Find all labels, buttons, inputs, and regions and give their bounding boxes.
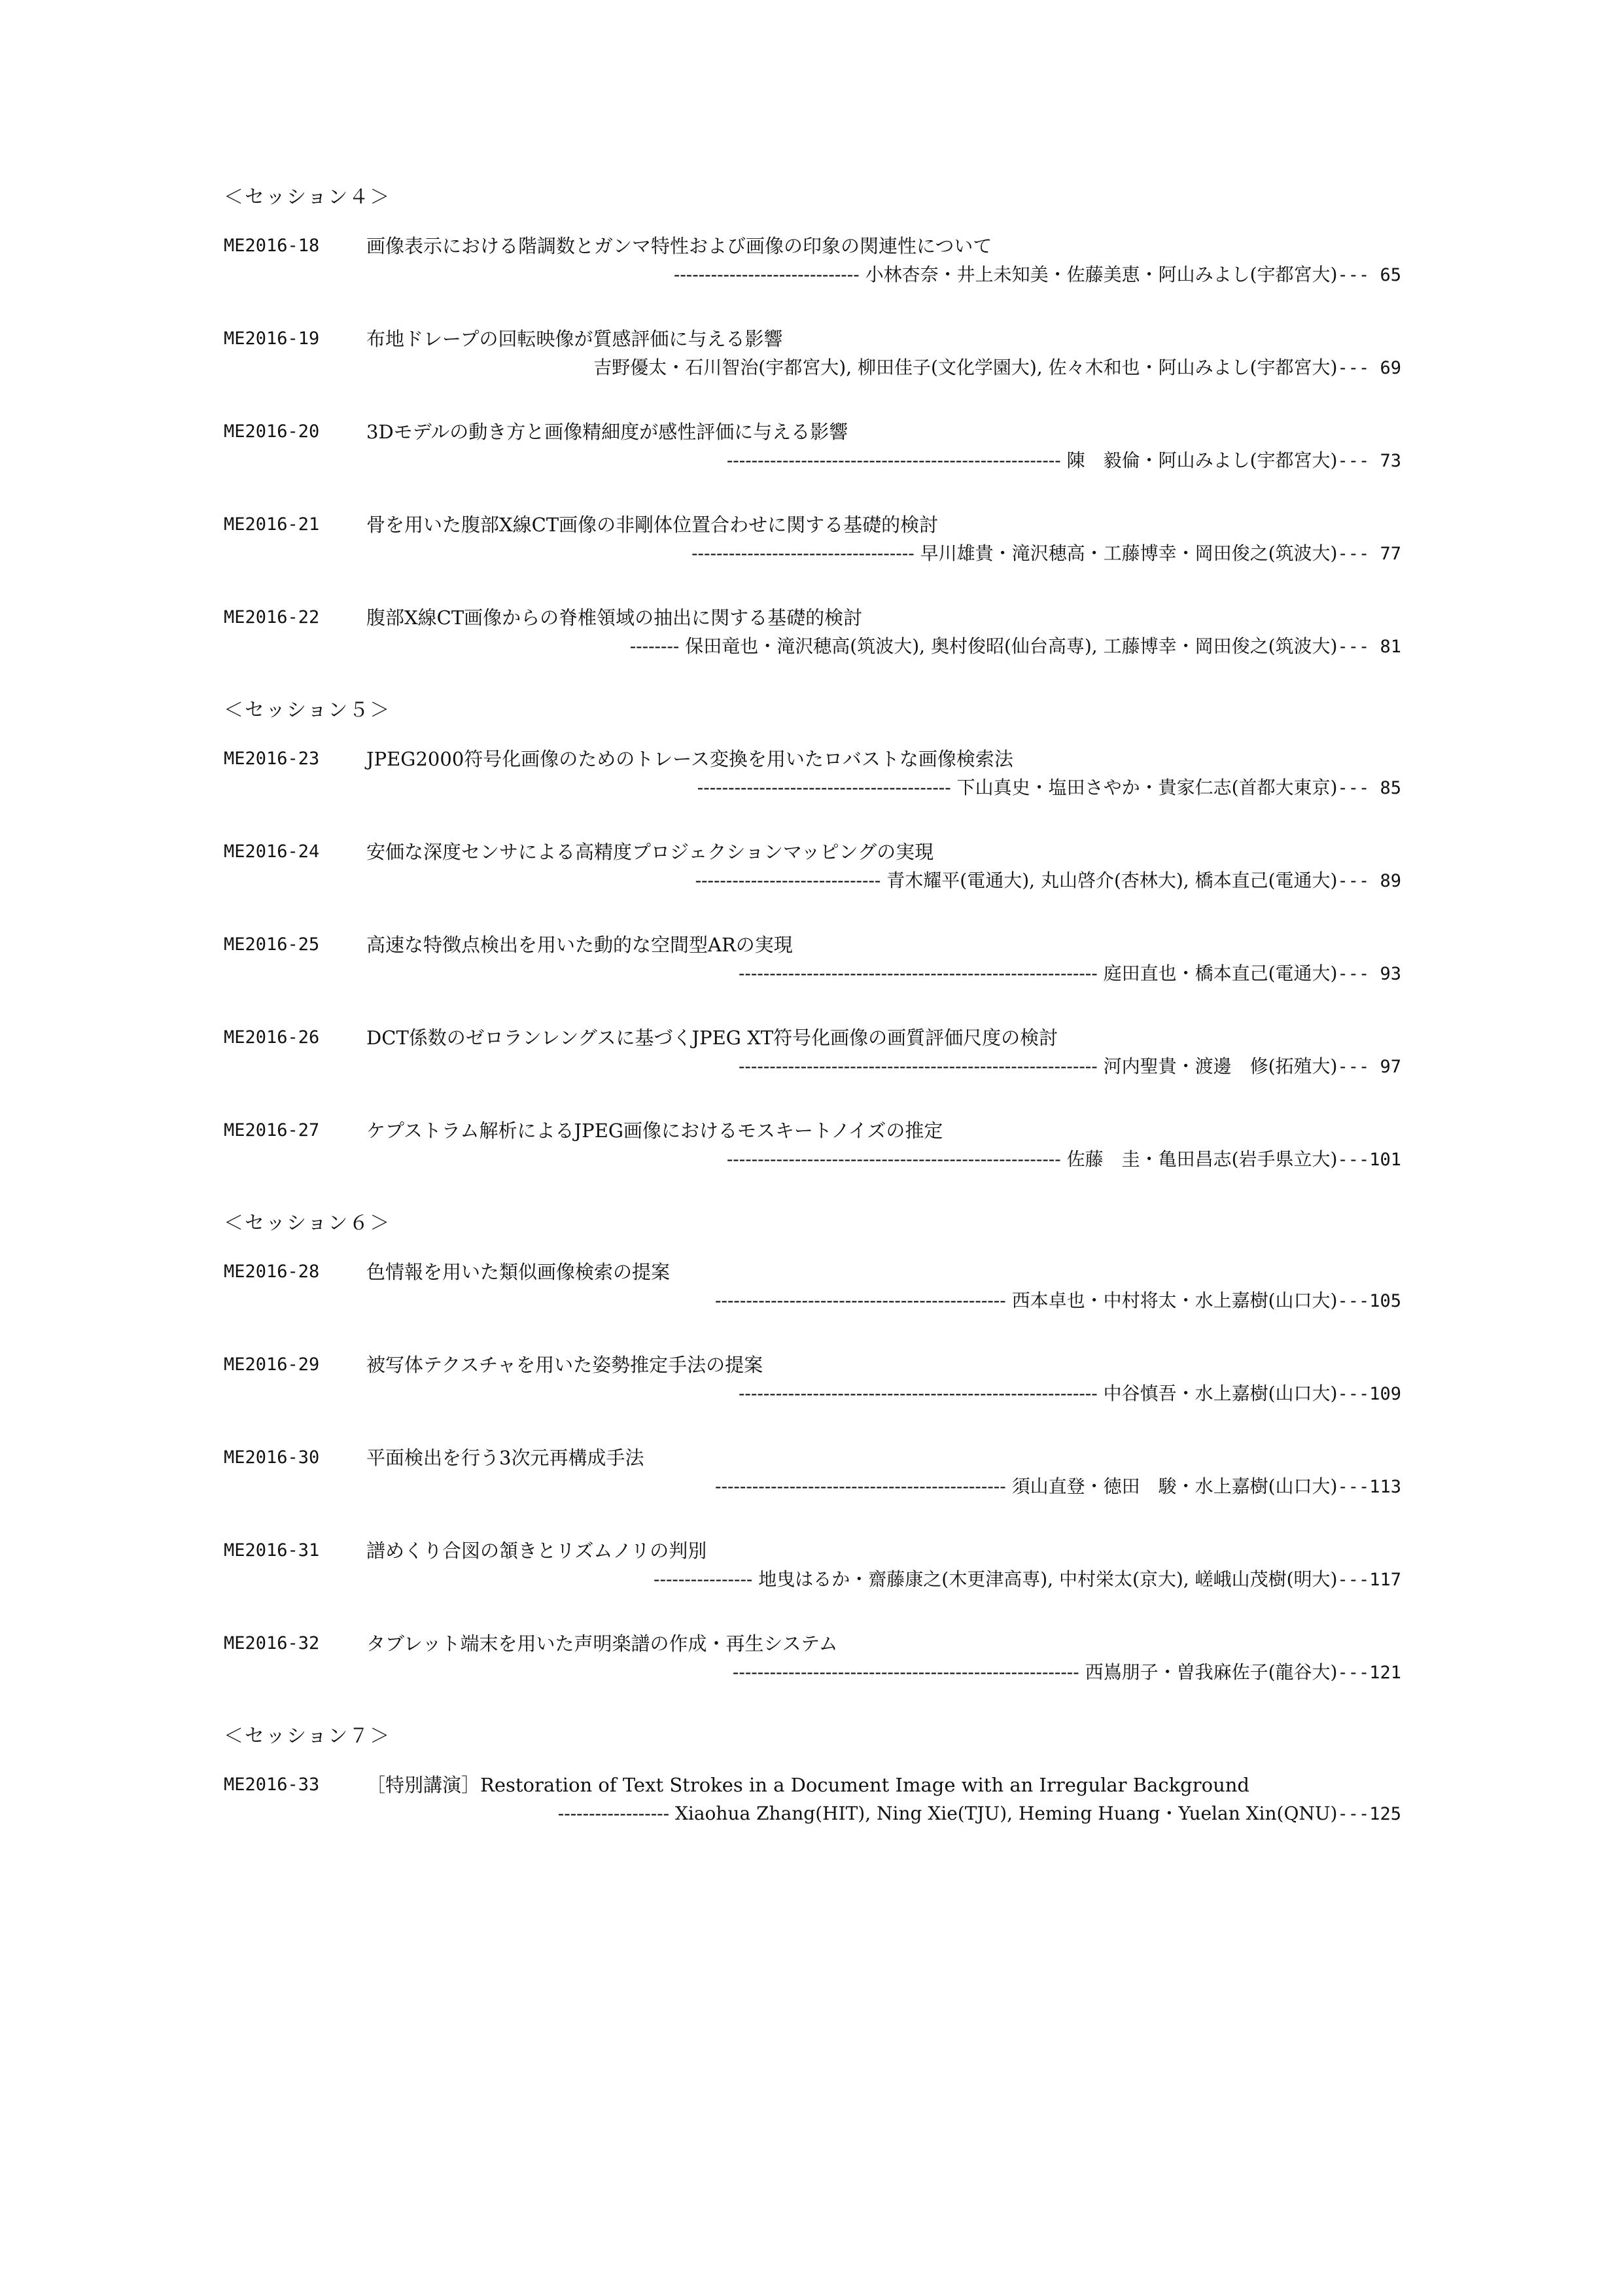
page-number: ---109 bbox=[1337, 1384, 1401, 1404]
page-number: --- 77 bbox=[1337, 544, 1401, 564]
paper-id: ME2016-26 bbox=[224, 1027, 320, 1048]
paper-authors-line bbox=[697, 773, 1401, 803]
paper-authors: ----------------------------------------------- 西本卓也・中村将太・水上嘉樹(山口大) bbox=[715, 1290, 1338, 1311]
toc-entry bbox=[224, 1258, 1401, 1319]
paper-authors: ------------------------------ 青木耀平(電通大), 丸山啓介(杏林大), 橋本直己(電通大) bbox=[695, 870, 1338, 891]
page-number: ---101 bbox=[1337, 1150, 1401, 1170]
paper-id: ME2016-31 bbox=[224, 1540, 320, 1561]
paper-title: DCT係数のゼロランレングスに基づくJPEG XT符号化画像の画質評価尺度の検討 bbox=[366, 1027, 1058, 1049]
paper-title: 色情報を用いた類似画像検索の提案 bbox=[366, 1261, 671, 1283]
paper-authors-line bbox=[691, 539, 1401, 569]
session-4 bbox=[224, 183, 1401, 665]
paper-authors-line bbox=[654, 1565, 1401, 1595]
paper-authors-line bbox=[593, 353, 1401, 383]
paper-title: 譜めくり合図の頷きとリズムノリの判別 bbox=[366, 1540, 707, 1562]
paper-title: 腹部X線CT画像からの脊椎領域の抽出に関する基礎的検討 bbox=[366, 607, 863, 629]
paper-id: ME2016-18 bbox=[224, 236, 320, 256]
session-5 bbox=[224, 696, 1401, 1178]
paper-authors: ------------------------------ 小林杏奈・井上未知美・佐藤美恵・阿山みよし(宇都宮大) bbox=[673, 264, 1338, 285]
paper-title: 高速な特徴点検出を用いた動的な空間型ARの実現 bbox=[366, 934, 793, 956]
paper-authors-line bbox=[558, 1799, 1401, 1829]
paper-authors: ------------------ Xiaohua Zhang(HIT), Ning Xie(TJU), Heming Huang・Yuelan Xin(QNU) bbox=[557, 1803, 1338, 1824]
paper-authors-line bbox=[715, 1472, 1401, 1502]
paper-title: 3Dモデルの動き方と画像精細度が感性評価に与える影響 bbox=[366, 421, 848, 443]
paper-id: ME2016-22 bbox=[224, 607, 320, 627]
paper-authors: ---------------------------------------------------------- 中谷慎吾・水上嘉樹(山口大) bbox=[738, 1383, 1338, 1404]
paper-id: ME2016-28 bbox=[224, 1262, 320, 1282]
session-heading: ＜セッション５＞ bbox=[224, 699, 391, 722]
toc-entry bbox=[224, 510, 1401, 572]
page-number: ---121 bbox=[1337, 1663, 1401, 1683]
paper-id: ME2016-32 bbox=[224, 1633, 320, 1653]
paper-authors: ------------------------------------------------------ 陳 毅倫・阿山みよし(宇都宮大) bbox=[726, 450, 1338, 471]
paper-title: 被写体テクスチャを用いた姿勢推定手法の提案 bbox=[366, 1354, 763, 1376]
toc-entry bbox=[224, 1771, 1401, 1832]
page-number: --- 65 bbox=[1337, 265, 1401, 285]
page-number: --- 97 bbox=[1337, 1057, 1401, 1077]
paper-authors-line bbox=[727, 1145, 1401, 1174]
paper-authors: 吉野優太・石川智治(宇都宮大), 柳田佳子(文化学園大), 佐々木和也・阿山みよし(宇都宮大) bbox=[593, 357, 1338, 378]
paper-id: ME2016-33 bbox=[224, 1775, 320, 1795]
page-number: --- 93 bbox=[1337, 964, 1401, 984]
paper-title: 骨を用いた腹部X線CT画像の非剛体位置合わせに関する基礎的検討 bbox=[366, 514, 939, 536]
toc-entry bbox=[224, 838, 1401, 899]
paper-title: 平面検出を行う3次元再構成手法 bbox=[366, 1447, 644, 1469]
toc-entry bbox=[224, 930, 1401, 992]
paper-id: ME2016-23 bbox=[224, 749, 320, 769]
toc-entry bbox=[224, 1351, 1401, 1412]
paper-authors-line bbox=[674, 260, 1401, 290]
toc-entry bbox=[224, 417, 1401, 479]
paper-id: ME2016-20 bbox=[224, 421, 320, 442]
paper-id: ME2016-24 bbox=[224, 841, 320, 862]
paper-authors: ------------------------------------ 早川雄貴・滝沢穂高・工藤博幸・岡田俊之(筑波大) bbox=[691, 542, 1338, 564]
toc-entry bbox=[224, 325, 1401, 386]
paper-authors-line bbox=[695, 866, 1401, 896]
paper-authors-line bbox=[727, 446, 1401, 476]
toc-entry bbox=[224, 745, 1401, 806]
session-7 bbox=[224, 1722, 1401, 1832]
paper-authors-line bbox=[739, 1379, 1401, 1409]
paper-authors: ------------------------------------------------------ 佐藤 圭・亀田昌志(岩手県立大) bbox=[726, 1148, 1338, 1170]
page-number: --- 81 bbox=[1337, 637, 1401, 657]
toc-entry bbox=[224, 1116, 1401, 1178]
paper-authors: ---------------- 地曳はるか・齋藤康之(木更津高専), 中村栄太(京大), 嵯峨山茂樹(明大) bbox=[654, 1568, 1338, 1590]
paper-authors-line bbox=[733, 1658, 1401, 1687]
paper-authors-line bbox=[739, 959, 1401, 989]
toc-entry bbox=[224, 1443, 1401, 1505]
toc-entry bbox=[224, 1536, 1401, 1598]
page-number: ---105 bbox=[1337, 1291, 1401, 1311]
paper-id: ME2016-30 bbox=[224, 1447, 320, 1468]
session-heading: ＜セッション７＞ bbox=[224, 1725, 391, 1748]
table-of-contents bbox=[224, 183, 1401, 1863]
paper-id: ME2016-27 bbox=[224, 1120, 320, 1140]
page-number: --- 73 bbox=[1337, 451, 1401, 471]
session-6 bbox=[224, 1209, 1401, 1691]
paper-authors: ----------------------------------------------- 須山直登・徳田 駿・水上嘉樹(山口大) bbox=[715, 1475, 1338, 1497]
page-number: --- 69 bbox=[1337, 358, 1401, 378]
paper-authors: ---------------------------------------------------------- 庭田直也・橋本直己(電通大) bbox=[738, 963, 1338, 984]
paper-title: タブレット端末を用いた声明楽譜の作成・再生システム bbox=[366, 1633, 838, 1655]
page-number: ---117 bbox=[1337, 1570, 1401, 1590]
paper-authors: -------------------------------------------------------- 西嶌朋子・曽我麻佐子(龍谷大) bbox=[732, 1661, 1338, 1683]
page-number: ---125 bbox=[1337, 1804, 1401, 1824]
paper-authors: -------- 保田竜也・滝沢穂高(筑波大), 奥村俊昭(仙台高専), 工藤博幸・岡田俊之(筑波大) bbox=[629, 635, 1338, 657]
toc-entry bbox=[224, 1023, 1401, 1085]
paper-title: 布地ドレープの回転映像が質感評価に与える影響 bbox=[366, 328, 783, 350]
paper-title: 画像表示における階調数とガンマ特性および画像の印象の関連性について bbox=[366, 235, 992, 257]
paper-id: ME2016-19 bbox=[224, 328, 320, 349]
toc-entry bbox=[224, 1629, 1401, 1691]
session-heading: ＜セッション６＞ bbox=[224, 1212, 391, 1235]
page-number: ---113 bbox=[1337, 1477, 1401, 1497]
paper-title: JPEG2000符号化画像のためのトレース変換を用いたロバストな画像検索法 bbox=[366, 748, 1013, 770]
paper-authors: ---------------------------------------------------------- 河内聖貴・渡邊 修(拓殖大) bbox=[738, 1055, 1338, 1077]
paper-title: ［特別講演］Restoration of Text Strokes in a Document Image with an Irregular Background bbox=[366, 1774, 1249, 1796]
paper-title: 安価な深度センサによる高精度プロジェクションマッピングの実現 bbox=[366, 841, 934, 863]
paper-id: ME2016-21 bbox=[224, 514, 320, 535]
page-number: --- 85 bbox=[1337, 778, 1401, 798]
toc-entry bbox=[224, 232, 1401, 293]
paper-authors-line bbox=[715, 1286, 1401, 1316]
page-number: --- 89 bbox=[1337, 871, 1401, 891]
paper-authors-line bbox=[630, 632, 1401, 662]
paper-id: ME2016-25 bbox=[224, 934, 320, 955]
session-heading: ＜セッション４＞ bbox=[224, 186, 391, 209]
paper-id: ME2016-29 bbox=[224, 1354, 320, 1375]
paper-authors: ----------------------------------------- 下山真史・塩田さやか・貴家仁志(首都大東京) bbox=[697, 777, 1338, 798]
toc-entry bbox=[224, 603, 1401, 665]
paper-title: ケプストラム解析によるJPEG画像におけるモスキートノイズの推定 bbox=[366, 1120, 943, 1142]
paper-authors-line bbox=[739, 1052, 1401, 1082]
